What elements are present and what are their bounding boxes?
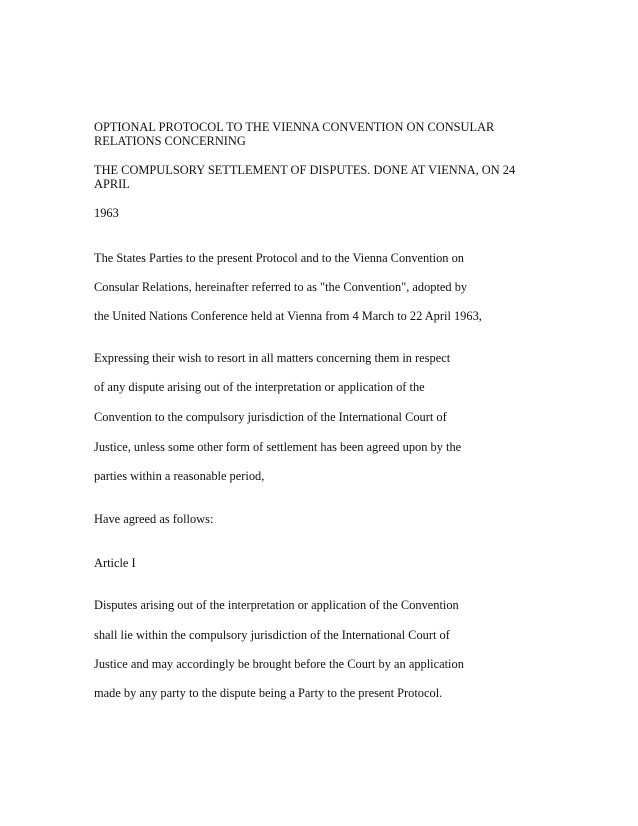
expressing-line-3: Convention to the compulsory jurisdiction of the International Court of xyxy=(94,410,447,424)
article-line-1: Disputes arising out of the interpretation or application of the Convention xyxy=(94,598,459,612)
preamble-line-3: the United Nations Conference held at Vienna from 4 March to 22 April 1963, xyxy=(94,309,482,323)
article-line-2: shall lie within the compulsory jurisdiction of the International Court of xyxy=(94,628,450,642)
article-line-4: made by any party to the dispute being a Party to the present Protocol. xyxy=(94,686,443,700)
preamble-line-1: The States Parties to the present Protocol and to the Vienna Convention on xyxy=(94,251,464,265)
article-line-3: Justice and may accordingly be brought before the Court by an application xyxy=(94,657,464,671)
expressing-line-4: Justice, unless some other form of settlement has been agreed upon by the xyxy=(94,440,462,454)
subtitle-line-2: APRIL xyxy=(94,177,130,191)
expressing-line-2: of any dispute arising out of the interpretation or application of the xyxy=(94,380,425,394)
title-line-1: OPTIONAL PROTOCOL TO THE VIENNA CONVENTION ON CONSULAR xyxy=(94,120,495,134)
expressing-line-5: parties within a reasonable period, xyxy=(94,469,265,483)
subtitle-line-1: THE COMPULSORY SETTLEMENT OF DISPUTES. DONE AT VIENNA, ON 24 xyxy=(94,163,516,177)
expressing-line-1: Expressing their wish to resort in all matters concerning them in respect xyxy=(94,351,451,365)
title-line-2: RELATIONS CONCERNING xyxy=(94,134,246,148)
preamble-line-2: Consular Relations, hereinafter referred to as "the Convention", adopted by xyxy=(94,280,468,294)
document-year: 1963 xyxy=(94,206,119,220)
agreed-line: Have agreed as follows: xyxy=(94,512,214,526)
article-heading: Article I xyxy=(94,556,136,570)
